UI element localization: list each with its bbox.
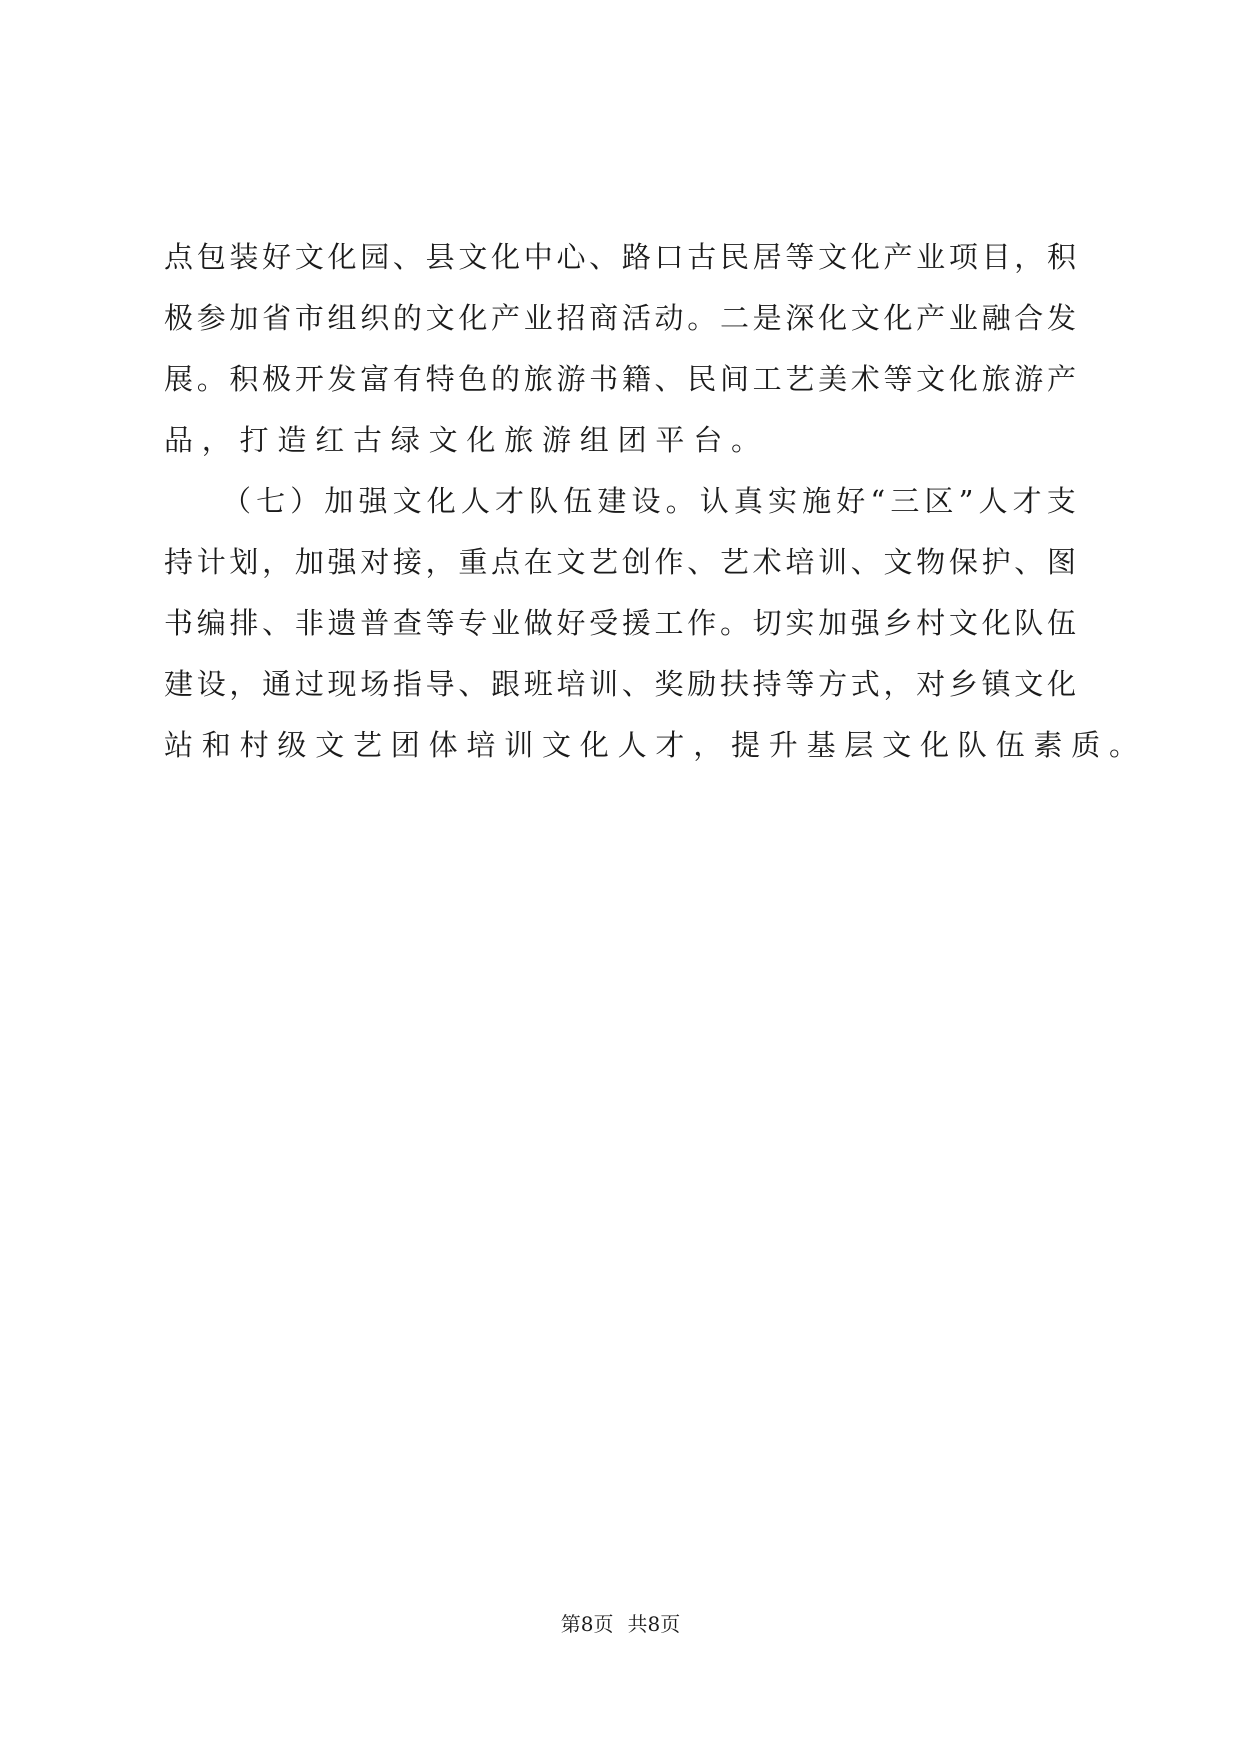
text-line: 持 计 划 ， 加 强 对 接 ， 重 点 在 文 艺 创 作 、 艺 术 培 训 、 文 物 保 护 、 图: [164, 545, 1076, 579]
text-line: 站和村级文艺团体培训文化人才，提升基层文化队伍素质。: [164, 728, 1147, 762]
document-body: [164, 227, 1147, 776]
paragraph-continuation: [164, 227, 1076, 471]
page-footer: [0, 1612, 1241, 1636]
text-line: 品，打造红古绿文化旅游组团平台。: [164, 423, 769, 457]
text-line: （ 七 ） 加 强 文 化 人 才 队 伍 建 设 。 认 真 实 施 好 “ 三 区 ” 人 才 支: [222, 484, 1076, 518]
page-total: 共8页: [627, 1612, 681, 1636]
paragraph-section-7: [164, 471, 1147, 776]
text-line: 书 编 排 、 非 遗 普 查 等 专 业 做 好 受 援 工 作 。 切 实 加 强 乡 村 文 化 队 伍: [164, 606, 1076, 640]
text-line: 展 。 积 极 开 发 富 有 特 色 的 旅 游 书 籍 、 民 间 工 艺 美 术 等 文 化 旅 游 产: [164, 362, 1076, 396]
page-number: 第8页: [560, 1612, 614, 1636]
text-line: 点 包 装 好 文 化 园 、 县 文 化 中 心 、 路 口 古 民 居 等 文 化 产 业 项 目 ， 积: [164, 240, 1076, 274]
text-line: 建 设 ， 通 过 现 场 指 导 、 跟 班 培 训 、 奖 励 扶 持 等 方 式 ， 对 乡 镇 文 化: [164, 667, 1076, 701]
text-line: 极 参 加 省 市 组 织 的 文 化 产 业 招 商 活 动 。 二 是 深 化 文 化 产 业 融 合 发: [164, 301, 1076, 335]
